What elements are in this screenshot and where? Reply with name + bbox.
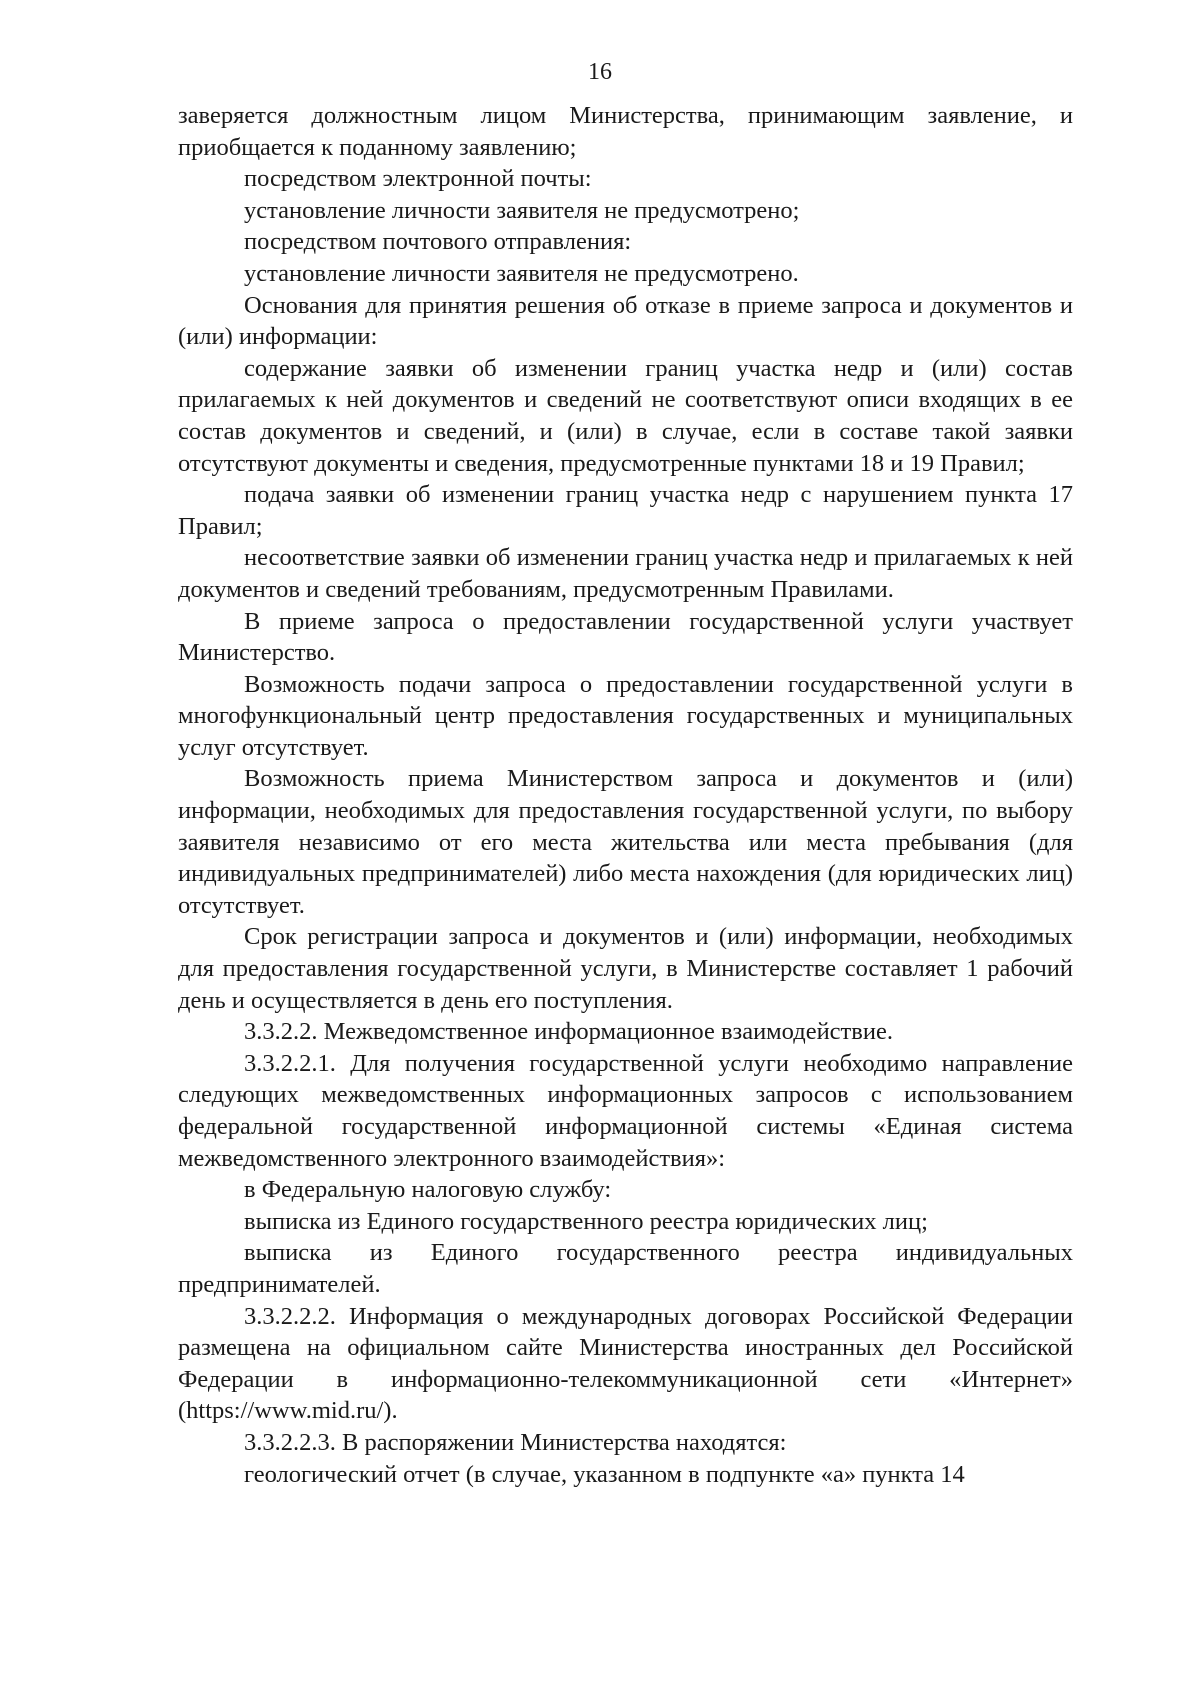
paragraph-post-identity: установление личности заявителя не предусмотрено.: [244, 259, 799, 287]
paragraph-3-3-2-2-2: 3.3.2.2.2. Информация о международных договорах Российской Федерации размещена на официальном сайте Министерства иностранных дел Российской Федерации в информационно-телекоммуникационной сети «Интернет» (https://www.mid.ru/).: [178, 1302, 1073, 1425]
paragraph-ministry-participates: В приеме запроса о предоставлении государственной услуги участвует Министерство.: [178, 607, 1073, 667]
paragraph-email-identity: установление личности заявителя не предусмотрено;: [244, 196, 800, 224]
paragraph-email-method: посредством электронной почты:: [244, 165, 592, 193]
paragraph-geological-report: геологический отчет (в случае, указанном в подпункте «а» пункта 14: [244, 1460, 965, 1488]
paragraph-refusal-mismatch: несоответствие заявки об изменении границ участка недр и прилагаемых к ней документов и сведений требованиям, предусмотренным Правилами.: [178, 544, 1073, 603]
paragraph-legal-entities-extract: выписка из Единого государственного реестра юридических лиц;: [244, 1207, 928, 1235]
paragraph-3-3-2-2-1: 3.3.2.2.1. Для получения государственной услуги необходимо направление следующих межведомственных информационных запросов с использованием федеральной государственной информационной системы «Единая система межведомственного электронного взаимодействия»:: [178, 1049, 1073, 1172]
paragraph-continuation: заверяется должностным лицом Министерства, принимающим заявление, и приобщается к поданному заявлению;: [178, 102, 1073, 161]
document-body: [178, 100, 1073, 1490]
section-heading-3-3-2-2: 3.3.2.2. Межведомственное информационное взаимодействие.: [244, 1018, 893, 1046]
page-number: 16: [588, 59, 612, 85]
paragraph-registration-term: Срок регистрации запроса и документов и (или) информации, необходимых для предоставления государственной услуги, в Министерстве составляет 1 рабочий день и осуществляется в день его поступления.: [178, 923, 1073, 1014]
paragraph-tax-service: в Федеральную налоговую службу:: [244, 1176, 612, 1204]
paragraph-entrepreneurs-extract: выписка из Единого государственного реестра индивидуальных предпринимателей.: [178, 1239, 1073, 1298]
paragraph-mfc-absent: Возможность подачи запроса о предоставлении государственной услуги в многофункциональный центр предоставления государственных и муниципальных услуг отсутствует.: [178, 670, 1073, 761]
paragraph-3-3-2-2-3: 3.3.2.2.3. В распоряжении Министерства находятся:: [244, 1428, 787, 1456]
paragraph-refusal-grounds: Основания для принятия решения об отказе в приеме запроса и документов и (или) информации:: [178, 291, 1073, 351]
paragraph-refusal-content: содержание заявки об изменении границ участка недр и (или) состав прилагаемых к ней документов и сведений не соответствуют описи входящих в ее состав документов и сведений, и (или) в случае, если в составе такой заявки отсутствуют документы и сведения, предусмотренные пунктами 18 и 19 Правил;: [178, 354, 1073, 477]
paragraph-extraterritorial-absent: Возможность приема Министерством запроса и документов и (или) информации, необходимых для предоставления государственной услуги, по выбору заявителя независимо от его места жительства или места пребывания (для индивидуальных предпринимателей) либо места нахождения (для юридических лиц) отсутствует.: [178, 765, 1073, 919]
paragraph-refusal-violation: подача заявки об изменении границ участка недр с нарушением пункта 17 Правил;: [178, 481, 1073, 540]
paragraph-post-method: посредством почтового отправления:: [244, 228, 632, 256]
